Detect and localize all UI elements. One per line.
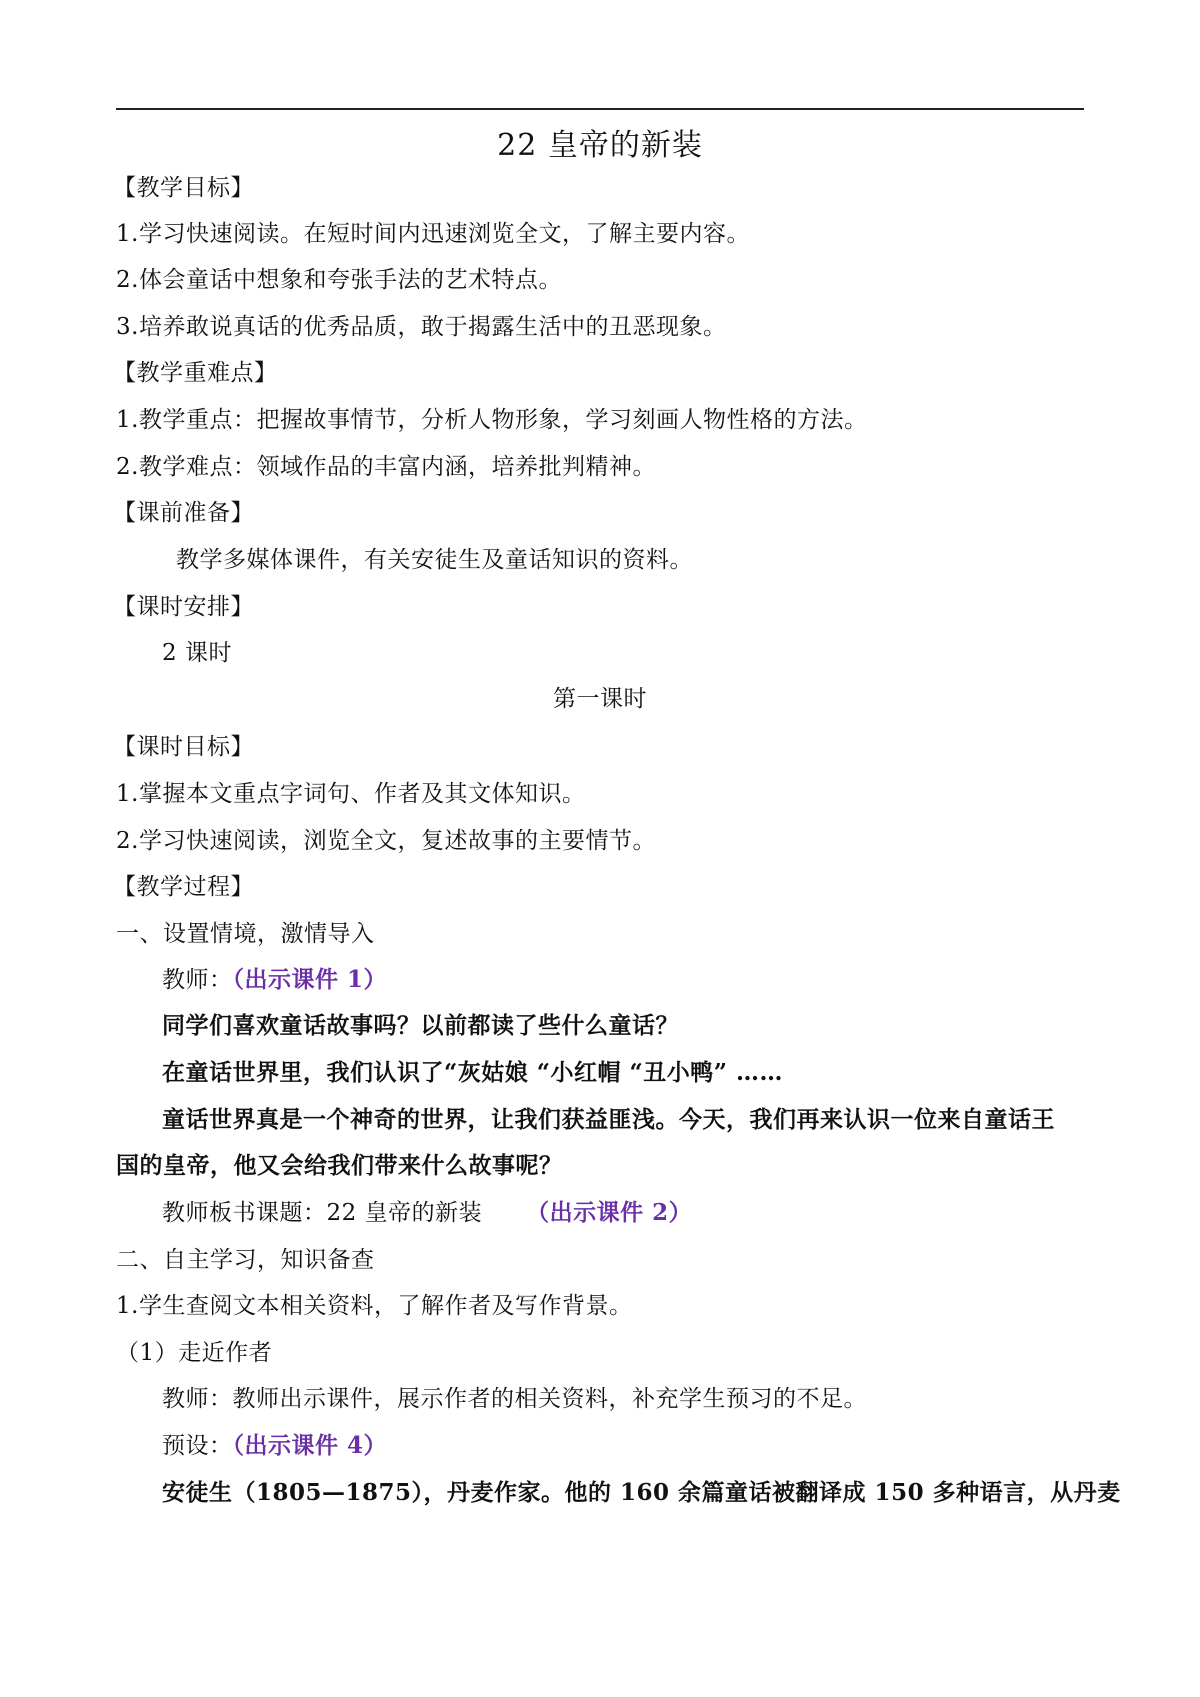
part1-board-line [162, 1199, 692, 1227]
schedule-heading: 【课时安排】 [113, 594, 254, 620]
lesson-goals-heading: 【课时目标】 [113, 734, 254, 760]
part1-paragraph-2: 在童话世界里，我们认识了“灰姑娘 “小红帽 “丑小鸭” …… [162, 1059, 783, 1086]
part1-paragraph-3a: 童话世界真是一个神奇的世界，让我们获益匪浅。今天，我们再来认识一位来自童话王 [162, 1106, 1055, 1133]
part1-heading: 一、设置情境，激情导入 [116, 921, 375, 947]
teaching-goal-2: 2.体会童话中想象和夸张手法的艺术特点。 [116, 267, 562, 293]
lesson-goal-1: 1.掌握本文重点字词句、作者及其文体知识。 [116, 781, 586, 807]
lesson-goal-2: 2.学习快速阅读，浏览全文，复述故事的主要情节。 [116, 828, 656, 854]
part2-sub-1: （1）走近作者 [116, 1340, 273, 1366]
preparation-text: 教学多媒体课件，有关安徒生及童话知识的资料。 [176, 547, 693, 573]
header-rule [116, 108, 1084, 110]
preset-label: 预设： [162, 1433, 233, 1459]
part1-teacher-line [162, 966, 387, 994]
board-title-text: 教师板书课题：22 皇帝的新装 [162, 1200, 483, 1226]
key-point-2: 2.教学难点：领域作品的丰富内涵，培养批判精神。 [116, 454, 656, 480]
part1-teacher-label: 教师： [162, 967, 233, 993]
courseware-note-1: （出示课件 1） [232, 966, 388, 993]
courseware-note-4: （出示课件 4） [232, 1432, 388, 1459]
author-text: 安徒生（1805—1875），丹麦作家。他的 160 余篇童话被翻译成 150 多种语言，从丹麦 [162, 1479, 1121, 1506]
part2-teacher-text: 教师：教师出示课件，展示作者的相关资料，补充学生预习的不足。 [162, 1386, 867, 1412]
teaching-goal-1: 1.学习快速阅读。在短时间内迅速浏览全文，了解主要内容。 [116, 221, 750, 247]
preparation-heading: 【课前准备】 [113, 500, 254, 526]
key-points-heading: 【教学重难点】 [113, 360, 278, 386]
part1-paragraph-3b: 国的皇帝，他又会给我们带来什么故事呢？ [116, 1152, 563, 1179]
schedule-text: 2 课时 [162, 640, 232, 666]
key-point-1: 1.教学重点：把握故事情节，分析人物形象，学习刻画人物性格的方法。 [116, 407, 868, 433]
part2-preset-line [162, 1432, 387, 1460]
part2-heading: 二、自主学习，知识备查 [116, 1247, 375, 1273]
part1-paragraph-1: 同学们喜欢童话故事吗？以前都读了些什么童话？ [162, 1012, 679, 1039]
lesson-one-heading: 第一课时 [553, 686, 647, 712]
process-heading: 【教学过程】 [113, 874, 254, 900]
teaching-goal-3: 3.培养敢说真话的优秀品质，敢于揭露生活中的丑恶现象。 [116, 314, 727, 340]
teaching-goals-heading: 【教学目标】 [113, 175, 254, 201]
part2-item-1: 1.学生查阅文本相关资料，了解作者及写作背景。 [116, 1293, 633, 1319]
courseware-note-2: （出示课件 2） [526, 1199, 693, 1226]
page-title: 22 皇帝的新装 [497, 128, 703, 163]
